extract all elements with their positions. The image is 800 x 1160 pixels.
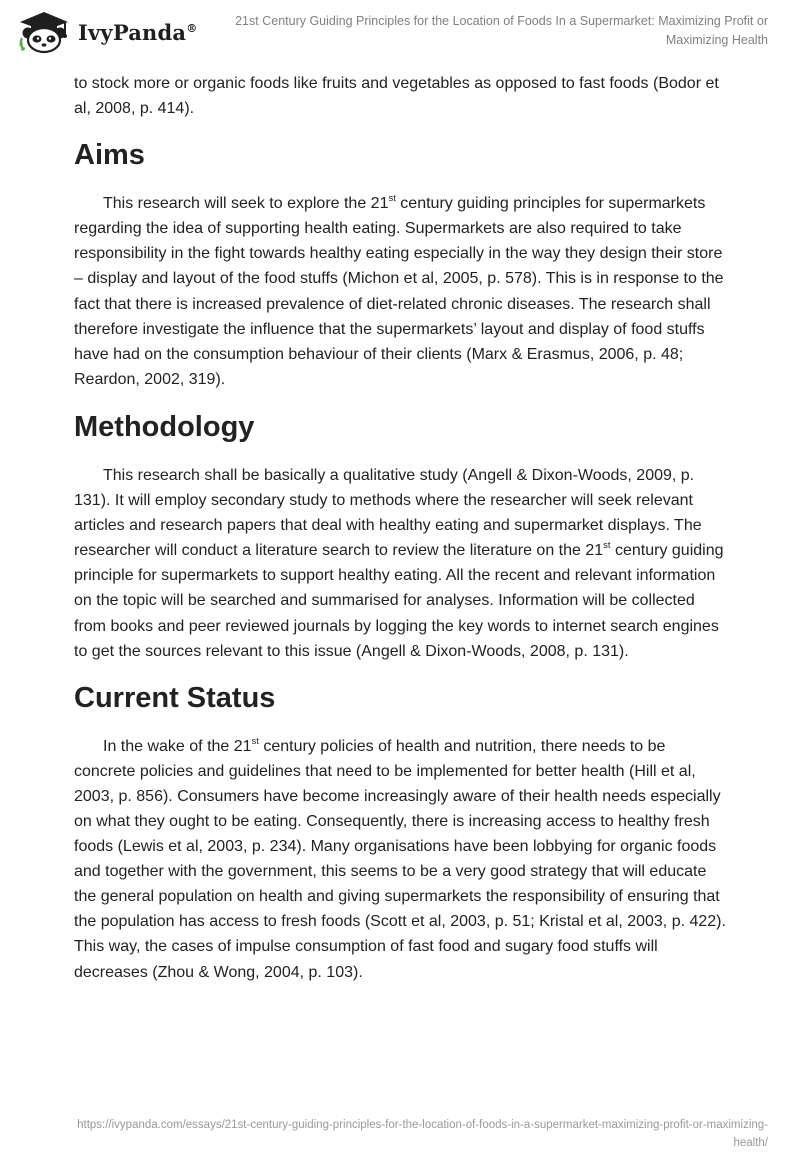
ivypanda-logo[interactable] bbox=[16, 8, 206, 54]
methodology-paragraph: This research shall be basically a qualitative study (Angell & Dixon-Woods, 2009, p. 131). It will employ secondary study to methods where the researcher will seek relevant articles and research papers that deal with healthy eating and supermarket displays. The researcher will conduct a literature search to review the literature on the 21st century guiding principle for supermarkets to support healthy eating. All the recent and relevant information on the topic will be searched and summarised for analyses. Information will be collected from books and peer reviewed journals by logging the key words to internet search engines to get the sources relevant to this issue (Angell & Dixon-Woods, 2008, p. 131). bbox=[74, 466, 724, 660]
current-status-heading: Current Status bbox=[74, 681, 276, 714]
current-status-paragraph: In the wake of the 21st century policies of health and nutrition, there needs to be concrete policies and guidelines that need to be implemented for better health (Hill et al, 2003, p. 856). Consumers have become increasingly aware of their health needs especially on what they ought to be eating. Consequently, there is increasing access to healthy fresh foods (Lewis et al, 2003, p. 234). Many organisations have been lobbying for organic foods and together with the government, this seems to be a very good strategy that will educate the general population on health and giving supermarkets the responsibility of ensuring that the population has access to fresh foods (Scott et al, 2003, p. 51; Kristal et al, 2003, p. 422). This way, the cases of impulse consumption of fast food and sugary food stuffs will decreases (Zhou & Wong, 2004, p. 103). bbox=[74, 735, 726, 981]
aims-paragraph: This research will seek to explore the 21st century guiding principles for supermarkets regarding the idea of supporting health eating. Supermarkets are also required to take responsibility in the fight towards healthy eating especially in the way they design their store – display and layout of the food stuffs (Michon et al, 2005, p. 578). This is in response to the fact that there is increased prevalence of diet-related chronic diseases. The research shall therefore investigate the influence that the supermarkets’ layout and display of food stuffs have had on the consumption behaviour of their clients (Marx & Erasmus, 2006, p. 48; Reardon, 2002, 319). bbox=[74, 193, 724, 388]
aims-heading: Aims bbox=[74, 139, 145, 172]
source-url-link[interactable]: https://ivypanda.com/essays/21st-century-guiding-principles-for-the-location-of-foods-in-a-supermarket-maximizing-profit-or-maximizing-health/ bbox=[77, 1119, 768, 1149]
page-header bbox=[0, 0, 800, 60]
methodology-heading: Methodology bbox=[74, 410, 255, 443]
registered-mark: ® bbox=[186, 22, 198, 35]
brand-name: IvyPanda® bbox=[78, 20, 198, 45]
panda-graduate-icon bbox=[16, 8, 72, 54]
document-title: 21st Century Guiding Principles for the Location of Foods In a Supermarket: Maximizing Profit or Maximizing Health bbox=[235, 14, 768, 47]
essay-body bbox=[74, 71, 728, 985]
intro-paragraph: to stock more or organic foods like fruits and vegetables as opposed to fast foods (Bodor et al, 2008, p. 414). bbox=[74, 75, 719, 118]
